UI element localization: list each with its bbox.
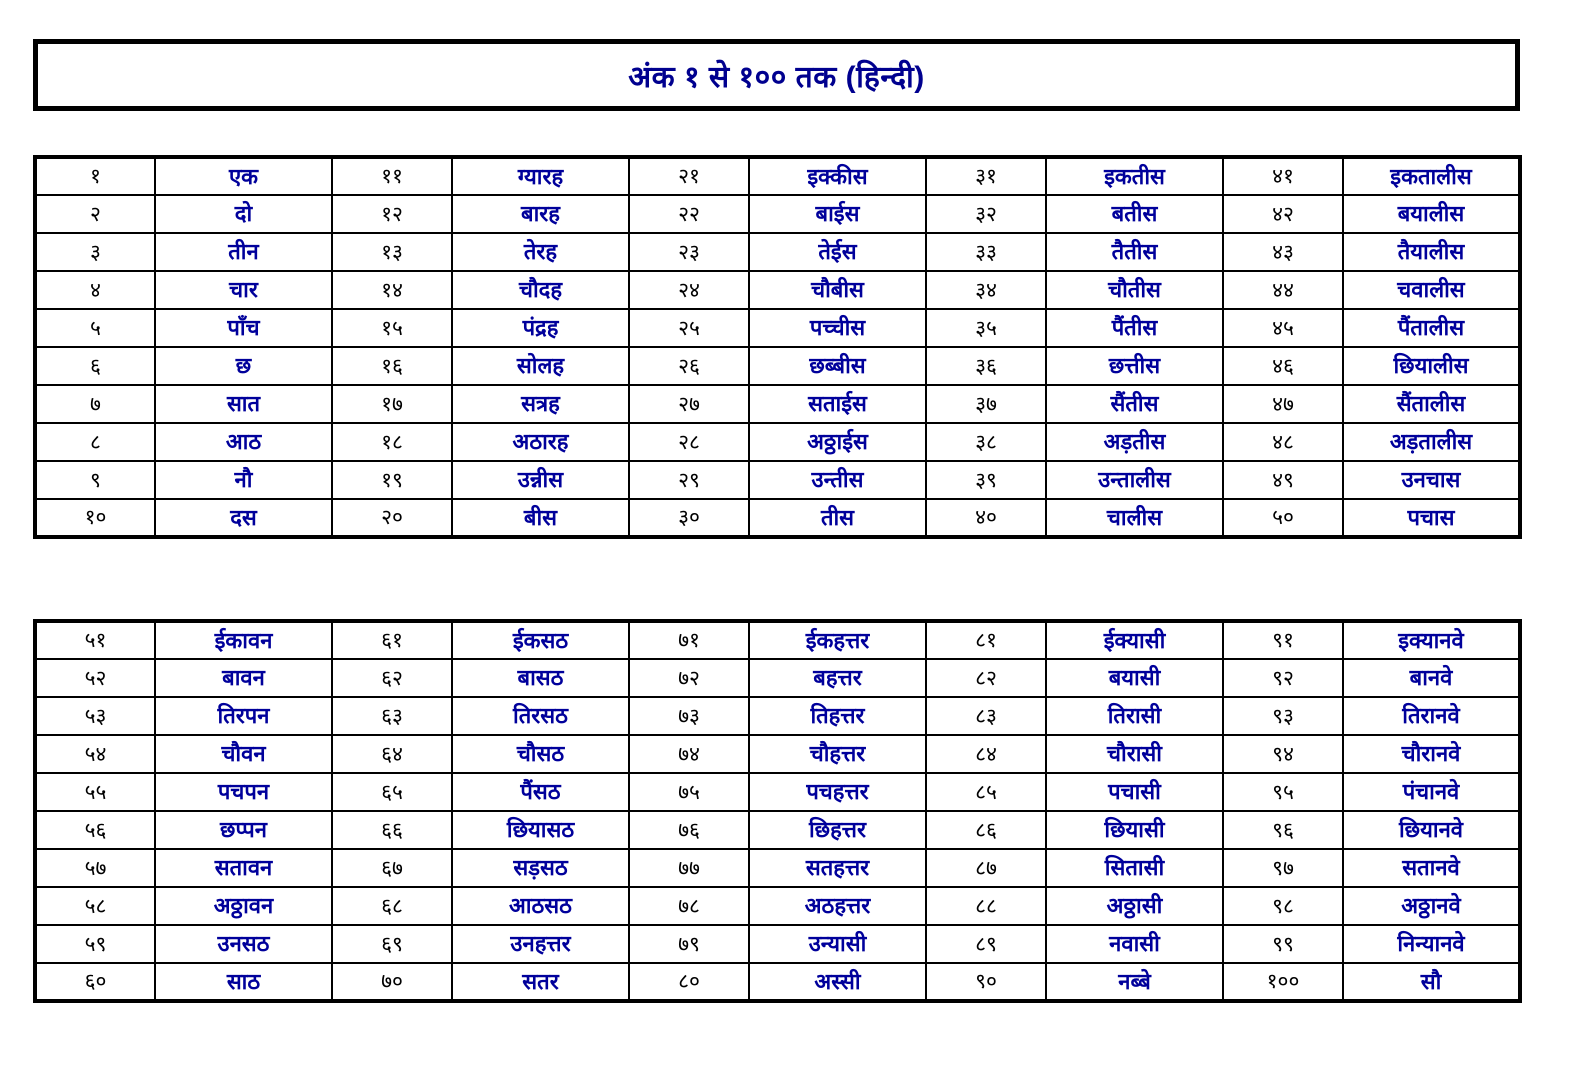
- numeral-cell-63: ६३: [332, 697, 452, 735]
- name-cell-76: छिहत्तर: [749, 811, 926, 849]
- name-cell-45: पैंतालीस: [1343, 309, 1520, 347]
- numeral-cell-29: २९: [629, 461, 749, 499]
- numeral-cell-97: ९७: [1223, 849, 1343, 887]
- name-cell-95: पंचानवे: [1343, 773, 1520, 811]
- name-cell-38: अड़तीस: [1046, 423, 1223, 461]
- name-cell-84: चौरासी: [1046, 735, 1223, 773]
- name-cell-29: उन्तीस: [749, 461, 926, 499]
- numeral-cell-61: ६१: [332, 621, 452, 659]
- numeral-cell-32: ३२: [926, 195, 1046, 233]
- name-cell-74: चौहत्तर: [749, 735, 926, 773]
- name-cell-17: सत्रह: [452, 385, 629, 423]
- numeral-cell-85: ८५: [926, 773, 1046, 811]
- numeral-cell-72: ७२: [629, 659, 749, 697]
- numeral-cell-80: ८०: [629, 963, 749, 1001]
- name-cell-86: छियासी: [1046, 811, 1223, 849]
- name-cell-94: चौरानवे: [1343, 735, 1520, 773]
- name-cell-12: बारह: [452, 195, 629, 233]
- numeral-cell-25: २५: [629, 309, 749, 347]
- name-cell-85: पचासी: [1046, 773, 1223, 811]
- table-row: [35, 887, 1520, 925]
- numeral-cell-52: ५२: [35, 659, 155, 697]
- name-cell-23: तेईस: [749, 233, 926, 271]
- name-cell-69: उनहत्तर: [452, 925, 629, 963]
- numeral-cell-100: १००: [1223, 963, 1343, 1001]
- name-cell-66: छियासठ: [452, 811, 629, 849]
- name-cell-27: सताईस: [749, 385, 926, 423]
- name-cell-70: सतर: [452, 963, 629, 1001]
- numeral-cell-11: ११: [332, 157, 452, 195]
- numeral-cell-93: ९३: [1223, 697, 1343, 735]
- name-cell-24: चौबीस: [749, 271, 926, 309]
- numeral-cell-27: २७: [629, 385, 749, 423]
- numeral-cell-28: २८: [629, 423, 749, 461]
- numeral-cell-8: ८: [35, 423, 155, 461]
- numeral-cell-16: १६: [332, 347, 452, 385]
- table-row: [35, 621, 1520, 659]
- numeral-cell-44: ४४: [1223, 271, 1343, 309]
- numeral-cell-91: ९१: [1223, 621, 1343, 659]
- numeral-cell-74: ७४: [629, 735, 749, 773]
- name-cell-91: इक्यानवे: [1343, 621, 1520, 659]
- name-cell-71: ईकहत्तर: [749, 621, 926, 659]
- numeral-cell-6: ६: [35, 347, 155, 385]
- name-cell-52: बावन: [155, 659, 332, 697]
- name-cell-97: सतानवे: [1343, 849, 1520, 887]
- name-cell-59: उनसठ: [155, 925, 332, 963]
- numeral-cell-87: ८७: [926, 849, 1046, 887]
- numeral-cell-69: ६९: [332, 925, 452, 963]
- name-cell-92: बानवे: [1343, 659, 1520, 697]
- numeral-cell-55: ५५: [35, 773, 155, 811]
- numeral-cell-19: १९: [332, 461, 452, 499]
- numeral-cell-67: ६७: [332, 849, 452, 887]
- numeral-cell-71: ७१: [629, 621, 749, 659]
- name-cell-26: छब्बीस: [749, 347, 926, 385]
- name-cell-18: अठारह: [452, 423, 629, 461]
- numeral-cell-36: ३६: [926, 347, 1046, 385]
- numeral-cell-65: ६५: [332, 773, 452, 811]
- name-cell-98: अठ्ठानवे: [1343, 887, 1520, 925]
- name-cell-81: ईक्यासी: [1046, 621, 1223, 659]
- numeral-cell-60: ६०: [35, 963, 155, 1001]
- name-cell-46: छियालीस: [1343, 347, 1520, 385]
- name-cell-6: छ: [155, 347, 332, 385]
- numeral-cell-20: २०: [332, 499, 452, 537]
- name-cell-44: चवालीस: [1343, 271, 1520, 309]
- numeral-cell-58: ५८: [35, 887, 155, 925]
- numeral-cell-47: ४७: [1223, 385, 1343, 423]
- name-cell-61: ईकसठ: [452, 621, 629, 659]
- numeral-cell-2: २: [35, 195, 155, 233]
- name-cell-28: अठ्ठाईस: [749, 423, 926, 461]
- numeral-cell-81: ८१: [926, 621, 1046, 659]
- numeral-cell-14: १४: [332, 271, 452, 309]
- numeral-cell-86: ८६: [926, 811, 1046, 849]
- table-row: [35, 423, 1520, 461]
- name-cell-19: उन्नीस: [452, 461, 629, 499]
- numeral-cell-41: ४१: [1223, 157, 1343, 195]
- numeral-cell-57: ५७: [35, 849, 155, 887]
- name-cell-33: तैतीस: [1046, 233, 1223, 271]
- name-cell-75: पचहत्तर: [749, 773, 926, 811]
- name-cell-16: सोलह: [452, 347, 629, 385]
- numeral-cell-68: ६८: [332, 887, 452, 925]
- numeral-cell-23: २३: [629, 233, 749, 271]
- numeral-cell-42: ४२: [1223, 195, 1343, 233]
- name-cell-42: बयालीस: [1343, 195, 1520, 233]
- name-cell-96: छियानवे: [1343, 811, 1520, 849]
- name-cell-77: सतहत्तर: [749, 849, 926, 887]
- numeral-cell-46: ४६: [1223, 347, 1343, 385]
- name-cell-99: निन्यानवे: [1343, 925, 1520, 963]
- name-cell-5: पाँच: [155, 309, 332, 347]
- name-cell-50: पचास: [1343, 499, 1520, 537]
- numeral-cell-30: ३०: [629, 499, 749, 537]
- numeral-cell-84: ८४: [926, 735, 1046, 773]
- numeral-cell-15: १५: [332, 309, 452, 347]
- name-cell-34: चौतीस: [1046, 271, 1223, 309]
- name-cell-36: छत्तीस: [1046, 347, 1223, 385]
- numeral-cell-39: ३९: [926, 461, 1046, 499]
- numeral-cell-62: ६२: [332, 659, 452, 697]
- numeral-cell-53: ५३: [35, 697, 155, 735]
- numeral-cell-22: २२: [629, 195, 749, 233]
- table-row: [35, 385, 1520, 423]
- name-cell-1: एक: [155, 157, 332, 195]
- numeral-cell-48: ४८: [1223, 423, 1343, 461]
- name-cell-53: तिरपन: [155, 697, 332, 735]
- name-cell-56: छप्पन: [155, 811, 332, 849]
- table-row: [35, 271, 1520, 309]
- numeral-cell-73: ७३: [629, 697, 749, 735]
- name-cell-8: आठ: [155, 423, 332, 461]
- table-row: [35, 811, 1520, 849]
- table-row: [35, 347, 1520, 385]
- numeral-cell-76: ७६: [629, 811, 749, 849]
- table-row: [35, 697, 1520, 735]
- table-row: [35, 233, 1520, 271]
- table-row: [35, 461, 1520, 499]
- name-cell-43: तैयालीस: [1343, 233, 1520, 271]
- name-cell-65: पैंसठ: [452, 773, 629, 811]
- table-row: [35, 963, 1520, 1001]
- name-cell-25: पच्चीस: [749, 309, 926, 347]
- numeral-cell-5: ५: [35, 309, 155, 347]
- numeral-cell-10: १०: [35, 499, 155, 537]
- numeral-cell-43: ४३: [1223, 233, 1343, 271]
- numeral-cell-51: ५१: [35, 621, 155, 659]
- numeral-cell-9: ९: [35, 461, 155, 499]
- name-cell-20: बीस: [452, 499, 629, 537]
- numeral-cell-35: ३५: [926, 309, 1046, 347]
- name-cell-3: तीन: [155, 233, 332, 271]
- table-lower-body: [35, 621, 1520, 1001]
- numeral-cell-64: ६४: [332, 735, 452, 773]
- numeral-cell-34: ३४: [926, 271, 1046, 309]
- numeral-cell-79: ७९: [629, 925, 749, 963]
- numbers-table-51-100: [33, 619, 1522, 1003]
- name-cell-93: तिरानवे: [1343, 697, 1520, 735]
- name-cell-22: बाईस: [749, 195, 926, 233]
- numeral-cell-83: ८३: [926, 697, 1046, 735]
- numeral-cell-4: ४: [35, 271, 155, 309]
- table-row: [35, 157, 1520, 195]
- name-cell-51: ईकावन: [155, 621, 332, 659]
- numeral-cell-99: ९९: [1223, 925, 1343, 963]
- name-cell-78: अठहत्तर: [749, 887, 926, 925]
- name-cell-90: नब्बे: [1046, 963, 1223, 1001]
- numeral-cell-75: ७५: [629, 773, 749, 811]
- name-cell-31: इकतीस: [1046, 157, 1223, 195]
- numeral-cell-50: ५०: [1223, 499, 1343, 537]
- name-cell-87: सितासी: [1046, 849, 1223, 887]
- numeral-cell-26: २६: [629, 347, 749, 385]
- numeral-cell-7: ७: [35, 385, 155, 423]
- numeral-cell-92: ९२: [1223, 659, 1343, 697]
- name-cell-32: बतीस: [1046, 195, 1223, 233]
- name-cell-68: आठसठ: [452, 887, 629, 925]
- name-cell-62: बासठ: [452, 659, 629, 697]
- numeral-cell-1: १: [35, 157, 155, 195]
- name-cell-82: बयासी: [1046, 659, 1223, 697]
- name-cell-15: पंद्रह: [452, 309, 629, 347]
- numeral-cell-12: १२: [332, 195, 452, 233]
- name-cell-63: तिरसठ: [452, 697, 629, 735]
- table-row: [35, 499, 1520, 537]
- numeral-cell-13: १३: [332, 233, 452, 271]
- name-cell-13: तेरह: [452, 233, 629, 271]
- name-cell-14: चौदह: [452, 271, 629, 309]
- numeral-cell-33: ३३: [926, 233, 1046, 271]
- numbers-table-1-50: [33, 155, 1522, 539]
- numeral-cell-45: ४५: [1223, 309, 1343, 347]
- numeral-cell-49: ४९: [1223, 461, 1343, 499]
- chart-title-box: [33, 39, 1520, 111]
- name-cell-88: अठ्ठासी: [1046, 887, 1223, 925]
- name-cell-2: दो: [155, 195, 332, 233]
- numeral-cell-24: २४: [629, 271, 749, 309]
- name-cell-55: पचपन: [155, 773, 332, 811]
- numeral-cell-96: ९६: [1223, 811, 1343, 849]
- table-row: [35, 659, 1520, 697]
- numeral-cell-37: ३७: [926, 385, 1046, 423]
- name-cell-47: सैंतालीस: [1343, 385, 1520, 423]
- name-cell-79: उन्यासी: [749, 925, 926, 963]
- name-cell-40: चालीस: [1046, 499, 1223, 537]
- name-cell-89: नवासी: [1046, 925, 1223, 963]
- numeral-cell-94: ९४: [1223, 735, 1343, 773]
- numeral-cell-18: १८: [332, 423, 452, 461]
- numeral-cell-56: ५६: [35, 811, 155, 849]
- name-cell-83: तिरासी: [1046, 697, 1223, 735]
- numeral-cell-90: ९०: [926, 963, 1046, 1001]
- table-row: [35, 849, 1520, 887]
- numeral-cell-77: ७७: [629, 849, 749, 887]
- table-row: [35, 773, 1520, 811]
- table-row: [35, 309, 1520, 347]
- table-row: [35, 735, 1520, 773]
- numeral-cell-98: ९८: [1223, 887, 1343, 925]
- table-row: [35, 195, 1520, 233]
- name-cell-41: इकतालीस: [1343, 157, 1520, 195]
- name-cell-35: पैंतीस: [1046, 309, 1223, 347]
- numeral-cell-89: ८९: [926, 925, 1046, 963]
- name-cell-72: बहत्तर: [749, 659, 926, 697]
- numeral-cell-54: ५४: [35, 735, 155, 773]
- numeral-cell-40: ४०: [926, 499, 1046, 537]
- numeral-cell-88: ८८: [926, 887, 1046, 925]
- name-cell-67: सड़सठ: [452, 849, 629, 887]
- name-cell-57: सतावन: [155, 849, 332, 887]
- numeral-cell-95: ९५: [1223, 773, 1343, 811]
- numeral-cell-66: ६६: [332, 811, 452, 849]
- name-cell-64: चौसठ: [452, 735, 629, 773]
- numeral-cell-82: ८२: [926, 659, 1046, 697]
- numeral-cell-3: ३: [35, 233, 155, 271]
- name-cell-21: इक्कीस: [749, 157, 926, 195]
- name-cell-7: सात: [155, 385, 332, 423]
- name-cell-11: ग्यारह: [452, 157, 629, 195]
- name-cell-58: अठ्ठावन: [155, 887, 332, 925]
- name-cell-9: नौ: [155, 461, 332, 499]
- name-cell-60: साठ: [155, 963, 332, 1001]
- numeral-cell-70: ७०: [332, 963, 452, 1001]
- numeral-cell-59: ५९: [35, 925, 155, 963]
- name-cell-54: चौवन: [155, 735, 332, 773]
- page-title: अंक १ से १०० तक (हिन्दी): [628, 60, 925, 94]
- name-cell-48: अड़तालीस: [1343, 423, 1520, 461]
- numeral-cell-21: २१: [629, 157, 749, 195]
- name-cell-73: तिहत्तर: [749, 697, 926, 735]
- name-cell-10: दस: [155, 499, 332, 537]
- numeral-cell-17: १७: [332, 385, 452, 423]
- name-cell-4: चार: [155, 271, 332, 309]
- name-cell-30: तीस: [749, 499, 926, 537]
- name-cell-49: उनचास: [1343, 461, 1520, 499]
- numeral-cell-78: ७८: [629, 887, 749, 925]
- table-upper-body: [35, 157, 1520, 537]
- name-cell-80: अस्सी: [749, 963, 926, 1001]
- name-cell-100: सौ: [1343, 963, 1520, 1001]
- table-row: [35, 925, 1520, 963]
- name-cell-37: सैंतीस: [1046, 385, 1223, 423]
- numeral-cell-38: ३८: [926, 423, 1046, 461]
- numeral-cell-31: ३१: [926, 157, 1046, 195]
- name-cell-39: उन्तालीस: [1046, 461, 1223, 499]
